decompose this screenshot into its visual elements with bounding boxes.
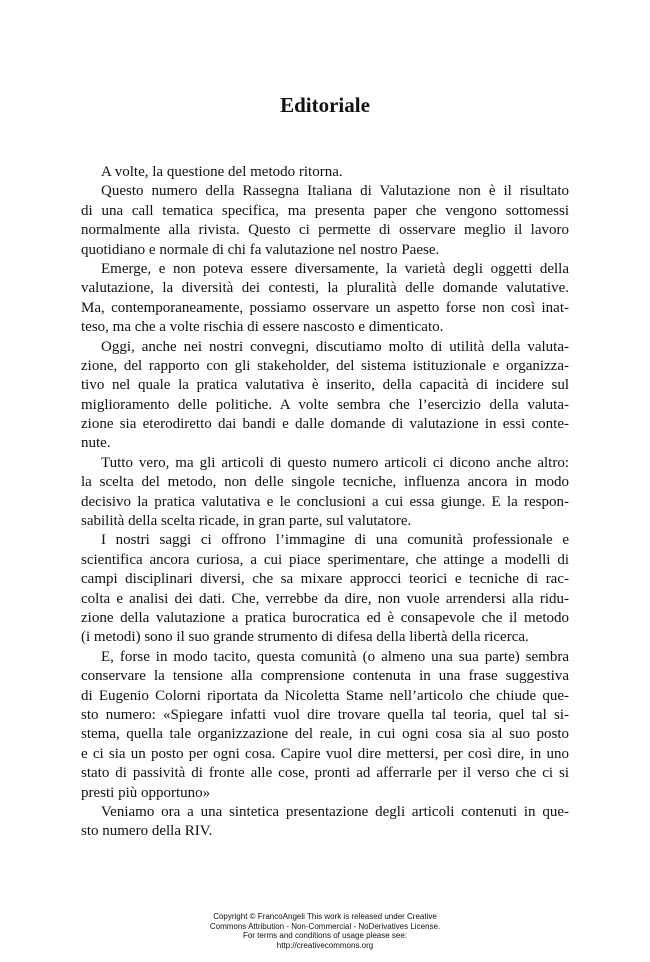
paragraph-line: A volte, la questione del metodo ritorna. [101, 164, 343, 180]
paragraph-line: conservare la tensione alla comprensione contenuta in una frase suggestiva [81, 668, 569, 685]
paragraph-line: Tutto vero, ma gli articoli di questo numero articoli ci dicono anche altro: [101, 454, 569, 471]
paragraph [81, 260, 569, 338]
paragraph-line: sabilità della scelta ricade, in gran parte, sul valutatore. [81, 513, 412, 530]
footer-line: Commons Attribution - Non-Commercial - NoDerivatives License. [209, 921, 441, 931]
paragraph-line: sto numero: «Spiegare infatti vuol dire trovare quella tal teoria, quel tal si- [81, 706, 569, 723]
paragraph-line: (i metodi) sono il suo grande strumento di difesa della libertà della ricerca. [81, 629, 529, 646]
paragraph-line: e ci sia un posto per ogni cosa. Capire vuol dire mettersi, per così dire, in uno [81, 745, 569, 762]
paragraph-line: stato di passività di fronte alle cose, pronti ad afferrarle per il verso che ci si [81, 765, 569, 782]
footer-link[interactable]: http://creativecommons.org [276, 940, 374, 950]
paragraph-line: zione, del rapporto con gli stakeholder, del sistema istituzionale e organizza- [81, 357, 569, 374]
paragraph-line: Questo numero della Rassegna Italiana di Valutazione non è il risultato [101, 183, 569, 200]
paragraph-line: Ma, contemporaneamente, possiamo osservare un aspetto forse non così inat- [81, 299, 569, 316]
paragraph-line: normalmente alla rivista. Questo ci permette di osservare meglio il lavoro [81, 222, 569, 239]
paragraph-line: di una call tematica specifica, ma presenta paper che vengono sottomessi [81, 202, 569, 219]
paragraph-line: I nostri saggi ci offrono l’immagine di una comunità professionale e [101, 532, 569, 549]
paragraph [81, 803, 569, 842]
paragraph-line: Veniamo ora a una sintetica presentazione degli articoli contenuti in que- [101, 803, 569, 820]
paragraph-line: zione della valutazione a pratica burocratica ed è consapevole che il metodo [81, 609, 569, 626]
paragraph-line: stema, quella tale organizzazione del reale, in cui ogni cosa sia al suo posto [81, 726, 569, 743]
paragraph-line: di Eugenio Colorni riportata da Nicoletta Stame nell’articolo che chiude que- [81, 687, 569, 704]
paragraph-line: Emerge, e non poteva essere diversamente, la varietà degli oggetti della [101, 260, 569, 277]
paragraph [81, 163, 569, 182]
paragraph-line: E, forse in modo tacito, questa comunità (o almeno una sua parte) sembra [101, 648, 569, 665]
paragraph [81, 648, 569, 803]
footer-line: For terms and conditions of usage please see: [242, 931, 408, 941]
editorial-body [81, 163, 569, 842]
paragraph-line: nute. [81, 435, 111, 452]
paragraph-line: quotidiano e normale di chi fa valutazione nel nostro Paese. [81, 241, 440, 258]
paragraph-line: campi disciplinari diversi, che sa mixare approcci teorici e tecniche di rac- [81, 571, 569, 588]
paragraph-line: zione sia eterodiretto dai bandi e dalle domande di valutazione in essi conte- [81, 416, 569, 433]
paragraph-line: tivo nel quale la pratica valutativa è inserito, della capacità di incidere sul [81, 377, 569, 394]
paragraph [81, 338, 569, 454]
paragraph-line: presti più opportuno» [81, 784, 211, 801]
paragraph [81, 182, 569, 260]
license-footer [0, 912, 650, 950]
paragraph [81, 531, 569, 647]
footer-line: Copyright © FrancoAngeli This work is released under Creative [213, 912, 437, 921]
paragraph-line: scientifica ancora curiosa, a cui piace sperimentare, che attinge a modelli di [81, 551, 569, 568]
paragraph-line: teso, ma che a volte rischia di essere nascosto e dimenticato. [81, 319, 444, 336]
paragraph-line: miglioramento delle politiche. A volte sembra che l’esercizio della valuta- [81, 396, 569, 413]
paragraph-line: valutazione, la diversità dei contesti, la pluralità delle domande valutative. [81, 280, 569, 297]
paragraph [81, 454, 569, 532]
paragraph-line: la scelta del metodo, non delle singole tecniche, influenza ancora in modo [81, 474, 569, 491]
paragraph-line: decisivo la pratica valutativa e le conclusioni a cui essa giunge. E la respon- [81, 493, 569, 510]
paragraph-line: colta e analisi dei dati. Che, verrebbe da dire, non vuole arrendersi alla ridu- [81, 590, 569, 607]
page-title: Editoriale [280, 93, 370, 117]
paragraph-line: sto numero della RIV. [81, 823, 213, 840]
paragraph-line: Oggi, anche nei nostri convegni, discutiamo molto di utilità della valuta- [101, 338, 569, 355]
